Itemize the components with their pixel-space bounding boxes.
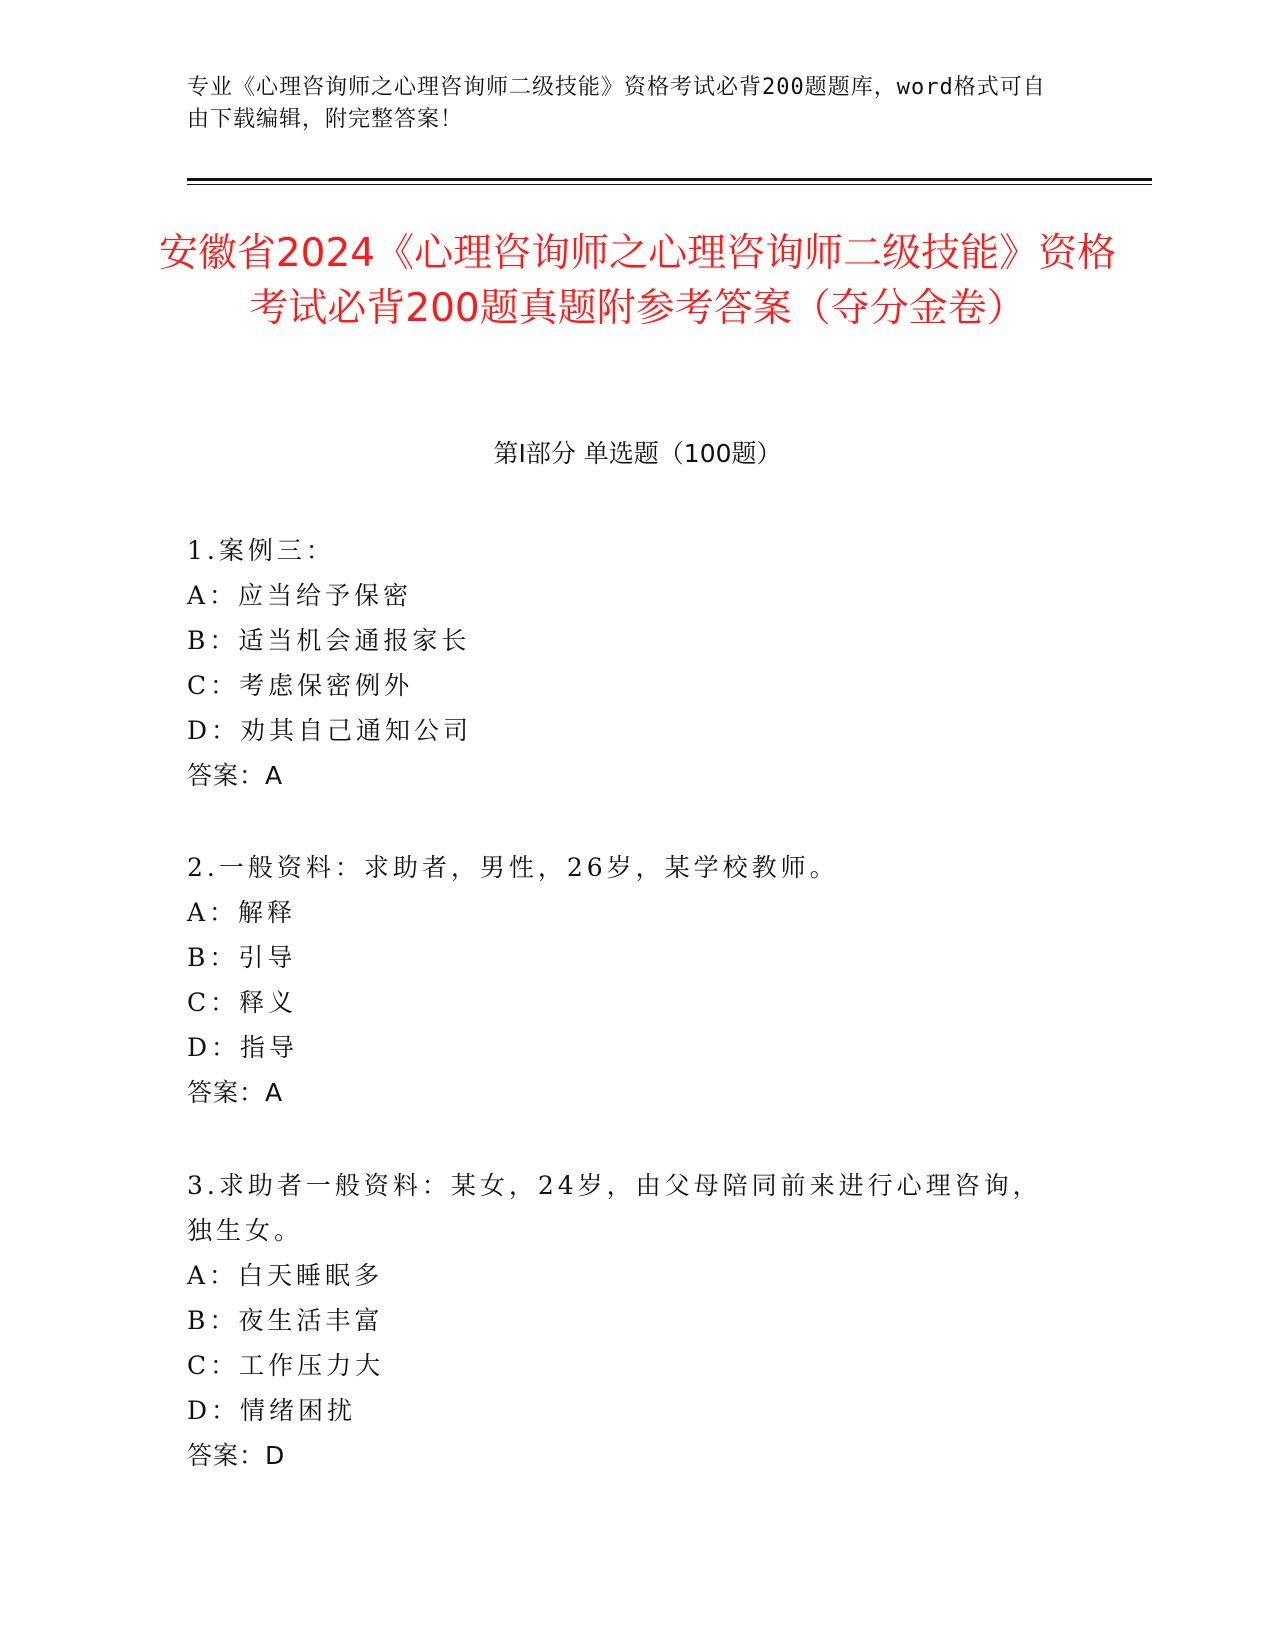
option-c: C：工作压力大 [187,1351,385,1380]
header-note: 专业《心理咨询师之心理咨询师二级技能》资格考试必背200题题库，word格式可自由下载编辑，附完整答案！ [187,75,1046,132]
document-title: 安徽省2024《心理咨询师之心理咨询师二级技能》资格考试必背200题真题附参考答案（夺分金卷） [158,231,1117,331]
question-1 [187,528,1067,798]
question-2 [187,845,1067,1115]
option-d: D：指导 [187,1033,299,1062]
option-a: A：解释 [187,898,297,927]
question-3 [187,1163,1067,1478]
question-stem: 2.一般资料：求助者，男性，26岁，某学校教师。 [187,853,839,882]
section-heading: 第I部分 单选题（100题） [493,439,782,468]
question-stem: 1.案例三： [187,536,335,565]
option-a: A：应当给予保密 [187,581,413,610]
option-d: D：劝其自己通知公司 [187,716,473,745]
answer: 答案：A [187,761,284,790]
answer: 答案：D [187,1441,286,1470]
option-c: C：释义 [187,988,298,1017]
header-rule-thick [187,178,1152,181]
header-rule-thin [187,184,1152,185]
option-b: B：引导 [187,943,297,972]
option-d: D：情绪困扰 [187,1396,357,1425]
question-stem: 3.求助者一般资料：某女，24岁，由父母陪同前来进行心理咨询，独生女。 [187,1171,1042,1245]
answer: 答案：A [187,1078,284,1107]
option-a: A：白天睡眠多 [187,1261,384,1290]
option-b: B：夜生活丰富 [187,1306,384,1335]
option-c: C：考虑保密例外 [187,671,414,700]
option-b: B：适当机会通报家长 [187,626,471,655]
